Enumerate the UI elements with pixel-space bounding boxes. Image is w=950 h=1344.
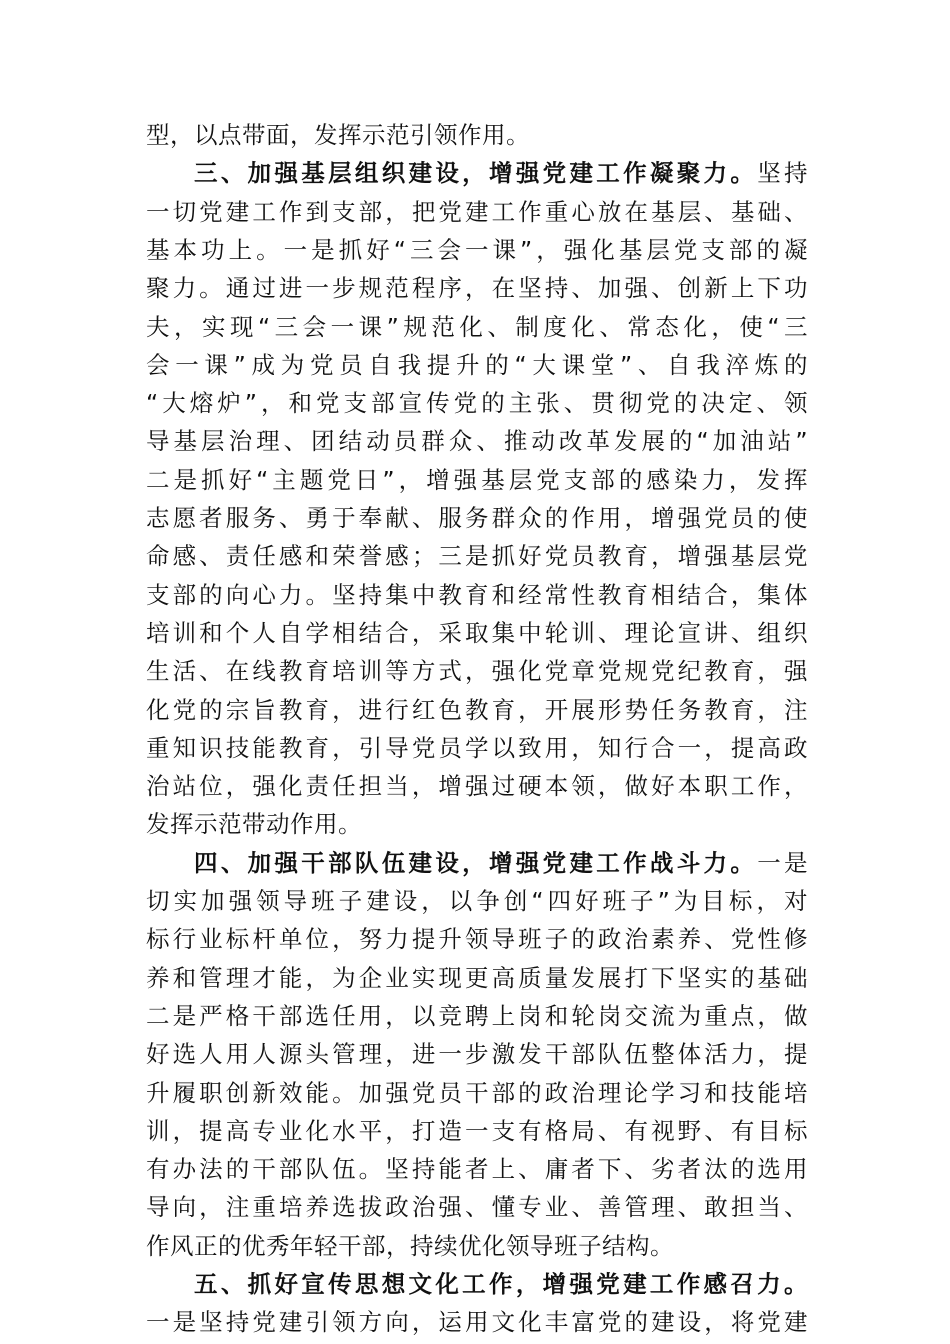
body-text: 夫，实现“三会一课”规范化、制度化、常态化，使“三 bbox=[146, 312, 808, 341]
text-line bbox=[146, 1034, 808, 1074]
body-text: 基本功上。一是抓好“三会一课”，强化基层党支部的凝 bbox=[146, 235, 808, 264]
body-text: 聚力。通过进一步规范程序，在坚持、加强、创新上下功 bbox=[146, 274, 808, 303]
body-text: 治站位，强化责任担当，增强过硬本领，做好本职工作， bbox=[146, 772, 808, 801]
body-text: 好选人用人源头管理，进一步激发干部队伍整体活力，提 bbox=[146, 1040, 808, 1069]
body-text: 一切党建工作到支部，把党建工作重心放在基层、基础、 bbox=[146, 197, 808, 226]
body-text: “大熔炉”，和党支部宣传党的主张、贯彻党的决定、领 bbox=[146, 389, 808, 418]
body-text: 标行业标杆单位，努力提升领导班子的政治素养、党性修 bbox=[146, 925, 808, 954]
body-text: 作风正的优秀年轻干部，持续优化领导班子结构。 bbox=[146, 1231, 674, 1260]
body-text: 型，以点带面，发挥示范引领作用。 bbox=[146, 121, 530, 149]
body-text: 有办法的干部队伍。坚持能者上、庸者下、劣者汰的选用 bbox=[146, 1155, 808, 1184]
body-text: 导向，注重培养选拔政治强、懂专业、善管理、敢担当、 bbox=[146, 1193, 808, 1222]
text-line bbox=[146, 421, 808, 461]
body-text: 发挥示范带动作用。 bbox=[146, 810, 362, 839]
body-text: 化党的宗旨教育，进行红色教育，开展形势任务教育，注 bbox=[146, 695, 808, 724]
text-line bbox=[146, 1226, 808, 1266]
text-line bbox=[146, 307, 808, 347]
section-heading-line bbox=[194, 153, 808, 193]
text-line bbox=[146, 345, 808, 385]
text-line bbox=[146, 958, 808, 998]
text-line bbox=[146, 115, 808, 155]
text-line bbox=[146, 460, 808, 500]
body-text: 养和管理才能，为企业实现更高质量发展打下坚实的基础 bbox=[146, 963, 808, 992]
text-line bbox=[146, 268, 808, 308]
text-line bbox=[146, 766, 808, 806]
body-text: 升履职创新效能。加强党员干部的政治理论学习和技能培 bbox=[146, 1078, 808, 1107]
text-line bbox=[146, 919, 808, 959]
section-heading-line bbox=[194, 843, 808, 883]
body-text: 支部的向心力。坚持集中教育和经常性教育相结合，集体 bbox=[146, 580, 808, 609]
body-text: 志愿者服务、勇于奉献、服务群众的作用，增强党员的使 bbox=[146, 504, 808, 532]
text-line bbox=[146, 1302, 808, 1342]
body-text: 导基层治理、团结动员群众、推动改革发展的“加油站” bbox=[146, 427, 808, 456]
text-line bbox=[146, 498, 808, 538]
text-line bbox=[146, 651, 808, 691]
text-line bbox=[146, 881, 808, 921]
text-line bbox=[146, 1187, 808, 1227]
text-line bbox=[146, 804, 808, 844]
text-line bbox=[146, 575, 808, 615]
heading-text: 五、抓好宣传思想文化工作，增强党建工作感召力。 bbox=[194, 1270, 808, 1298]
text-line bbox=[146, 230, 808, 270]
text-line bbox=[146, 613, 808, 653]
body-text: 坚持 bbox=[757, 159, 809, 188]
body-text: 生活、在线教育培训等方式，强化党章党规党纪教育，强 bbox=[146, 657, 808, 686]
heading-text: 三、加强基层组织建设，增强党建工作凝聚力。 bbox=[194, 159, 758, 188]
text-line bbox=[146, 192, 808, 232]
body-text: 重知识技能教育，引导党员学以致用，知行合一，提高政 bbox=[146, 733, 808, 762]
body-text: 训，提高专业化水平，打造一支有格局、有视野、有目标 bbox=[146, 1116, 808, 1145]
body-text: 二是抓好“主题党日”，增强基层党支部的感染力，发挥 bbox=[146, 465, 808, 494]
section-heading-line bbox=[194, 1264, 808, 1304]
body-text: 会一课”成为党员自我提升的“大课堂”、自我淬炼的 bbox=[146, 350, 808, 379]
body-text: 培训和个人自学相结合，采取集中轮训、理论宣讲、组织 bbox=[146, 618, 808, 647]
body-text: 一是 bbox=[757, 848, 809, 877]
body-text: 一是坚持党建引领方向，运用文化丰富党的建设，将党建 bbox=[146, 1308, 808, 1337]
body-text: 命感、责任感和荣誉感；三是抓好党员教育，增强基层党 bbox=[146, 542, 808, 571]
text-line bbox=[146, 728, 808, 768]
text-line bbox=[146, 996, 808, 1036]
body-text: 二是严格干部选任用，以竞聘上岗和轮岗交流为重点，做 bbox=[146, 1001, 808, 1030]
text-line bbox=[146, 1111, 808, 1151]
text-line bbox=[146, 690, 808, 730]
text-line bbox=[146, 1073, 808, 1113]
text-line bbox=[146, 383, 808, 423]
body-text: 切实加强领导班子建设，以争创“四好班子”为目标，对 bbox=[146, 887, 808, 915]
text-line bbox=[146, 536, 808, 576]
heading-text: 四、加强干部队伍建设，增强党建工作战斗力。 bbox=[194, 848, 758, 877]
text-line bbox=[146, 1149, 808, 1189]
